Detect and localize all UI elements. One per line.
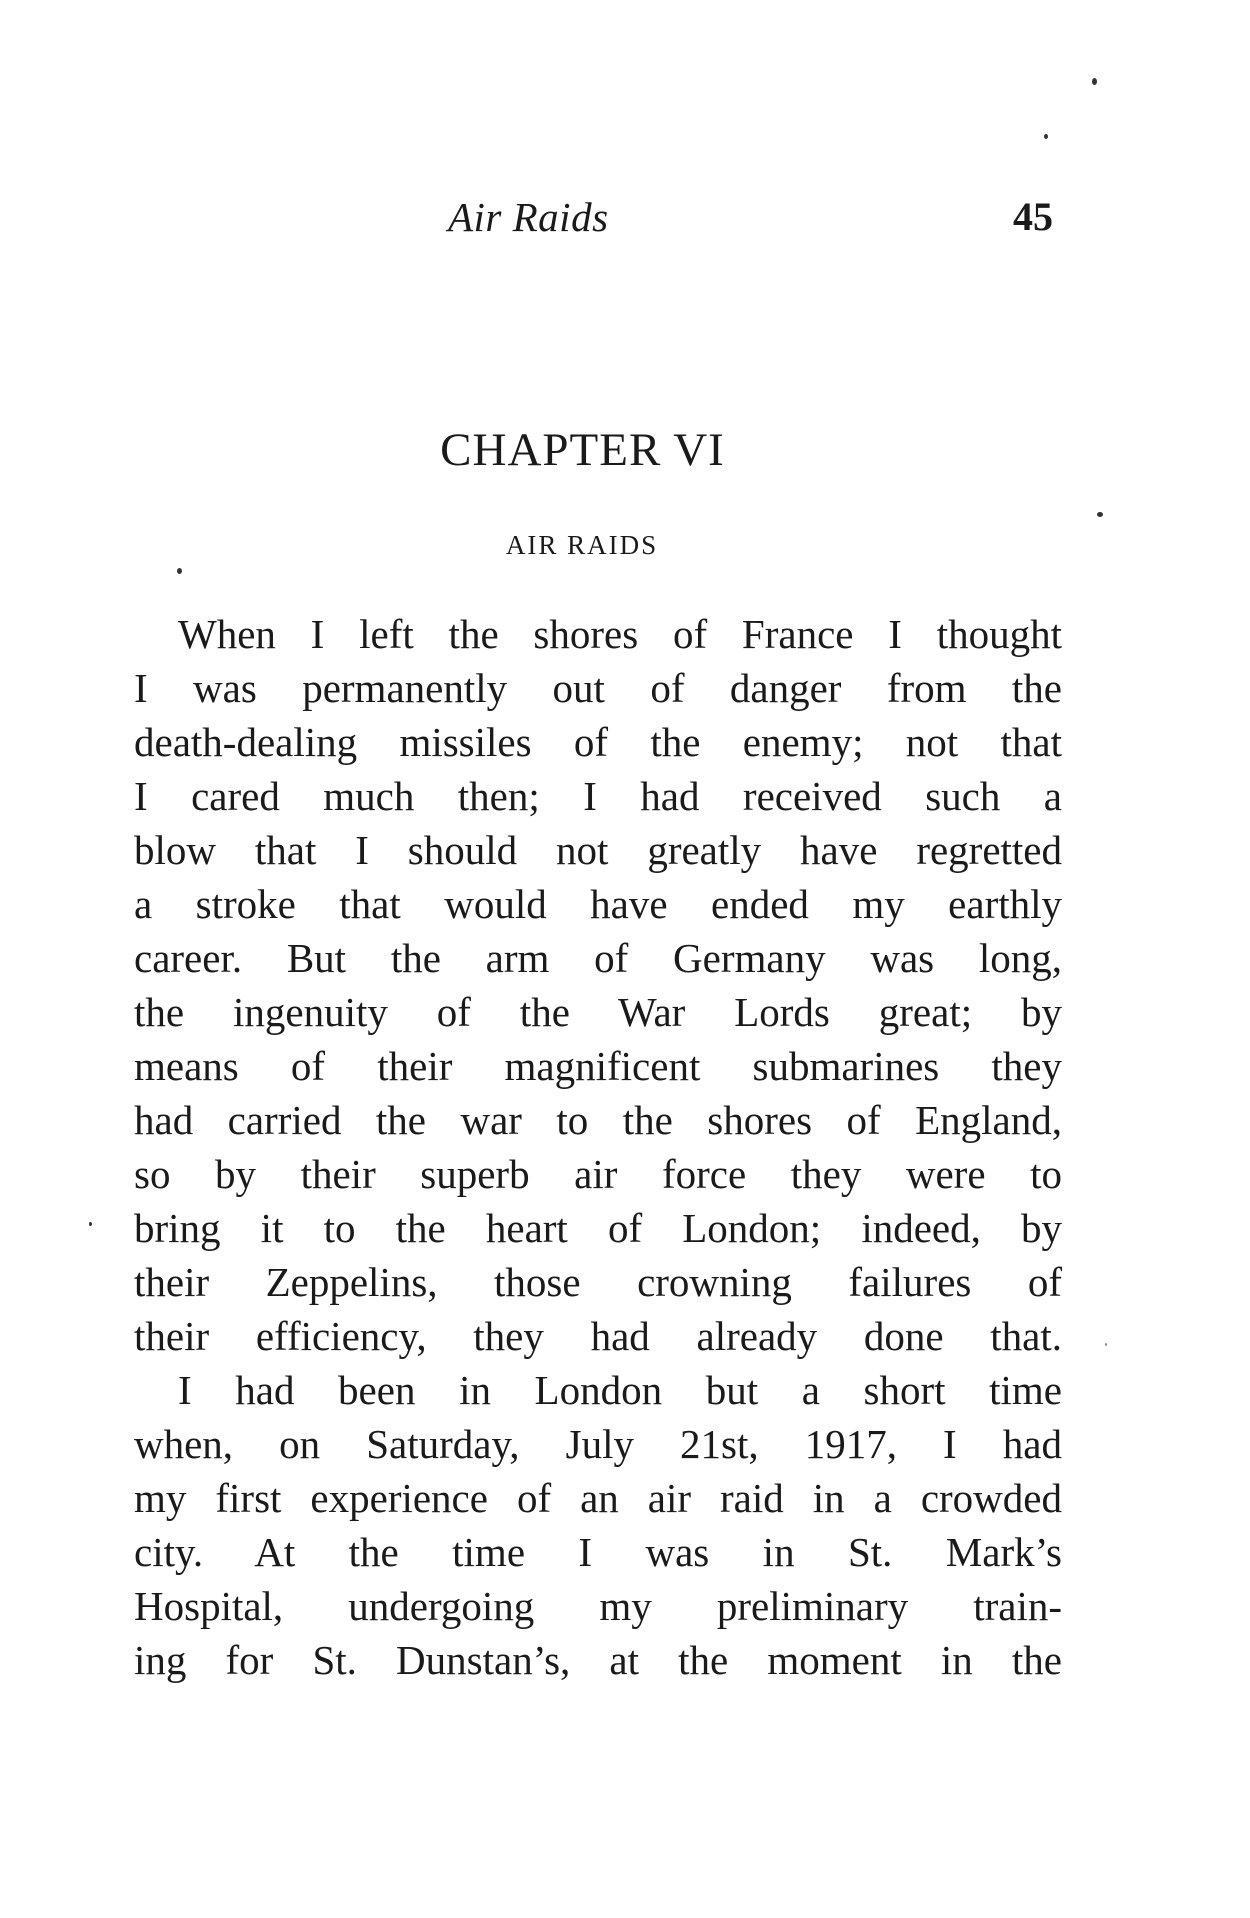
text-line: I cared much then; I had received such a xyxy=(134,773,1062,819)
chapter-subtitle: AIR RAIDS xyxy=(505,530,659,560)
text-line: so by their superb air force they were to xyxy=(134,1151,1062,1197)
text-line: a stroke that would have ended my earthly xyxy=(134,881,1062,927)
running-head xyxy=(0,192,1250,242)
text-line: death-dealing missiles of the enemy; not that xyxy=(134,719,1062,765)
text-line: career. But the arm of Germany was long, xyxy=(134,935,1062,981)
text-line: ing for St. Dunstan’s, at the moment in the xyxy=(134,1637,1062,1683)
text-line: their efficiency, they had already done that. xyxy=(134,1313,1062,1359)
text-line: Hospital, undergoing my preliminary train- xyxy=(134,1583,1062,1629)
text-line: I had been in London but a short time xyxy=(178,1367,1062,1413)
text-line: their Zeppelins, those crowning failures of xyxy=(134,1259,1062,1305)
text-line: bring it to the heart of London; indeed, by xyxy=(134,1205,1062,1251)
text-line: the ingenuity of the War Lords great; by xyxy=(134,989,1062,1035)
page-number: 45 xyxy=(1013,194,1053,239)
text-line: When I left the shores of France I thought xyxy=(178,611,1062,657)
scan-speck xyxy=(177,568,182,574)
text-line: blow that I should not greatly have regretted xyxy=(134,827,1062,873)
text-line: had carried the war to the shores of England, xyxy=(134,1097,1062,1143)
text-line: means of their magnificent submarines they xyxy=(134,1043,1062,1089)
body-text xyxy=(134,607,1062,1687)
text-line: I was permanently out of danger from the xyxy=(134,665,1062,711)
running-title: Air Raids xyxy=(448,194,609,240)
scan-speck xyxy=(1092,78,1097,85)
scan-speck xyxy=(1097,512,1103,517)
text-line: city. At the time I was in St. Mark’s xyxy=(134,1529,1062,1575)
text-line: when, on Saturday, July 21st, 1917, I had xyxy=(134,1421,1062,1467)
scan-speck xyxy=(1044,134,1048,139)
chapter-title: CHAPTER VI xyxy=(440,424,725,476)
scan-speck xyxy=(1105,1343,1107,1346)
text-line: my first experience of an air raid in a crowded xyxy=(134,1475,1062,1521)
scan-speck xyxy=(89,1222,92,1226)
